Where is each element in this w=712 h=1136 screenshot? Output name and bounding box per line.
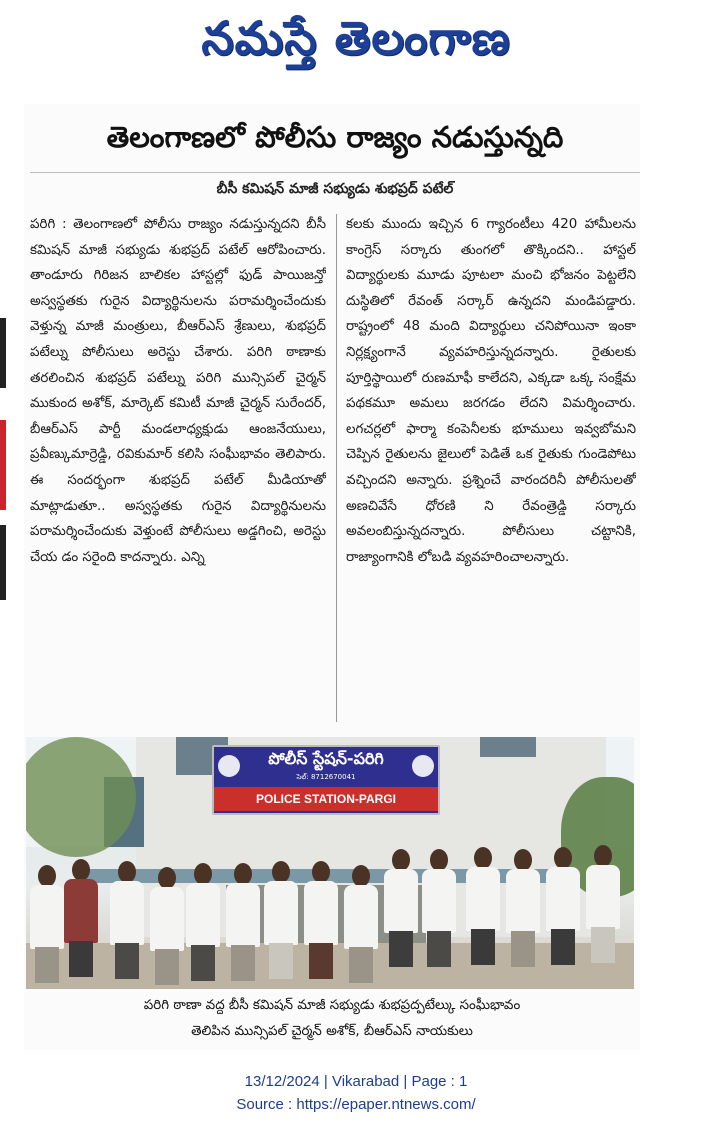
- police-station-sign: [212, 745, 440, 815]
- margin-mark-red: [0, 420, 6, 510]
- police-emblem-icon: [412, 755, 434, 777]
- police-emblem-icon: [218, 755, 240, 777]
- margin-mark: [0, 525, 6, 600]
- article-subheadline: బీసీ కమిషన్ మాజీ సభ్యుడు శుభప్రద్ పటేల్: [216, 180, 454, 197]
- newspaper-logo: నమస్తే తెలంగాణ: [201, 11, 511, 65]
- sign-phone-text: సెల్: 8712670041: [296, 773, 356, 781]
- margin-mark: [0, 318, 6, 388]
- caption-line: పరిగి ఠాణా వద్ద బీసీ కమిషన్ మాజీ సభ్యుడు శుభప్రద్పటేల్కు సంఘీభావం: [143, 998, 521, 1013]
- divider: [30, 172, 640, 173]
- article-column-1: [30, 212, 326, 724]
- article-column-2: [346, 212, 636, 724]
- masthead: [0, 0, 712, 88]
- photo-caption: [30, 993, 634, 1049]
- sign-telugu-text: పోలీస్ స్టేషన్-పరిగి: [268, 749, 384, 768]
- edition-info: 13/12/2024 | Vikarabad | Page : 1: [244, 1073, 468, 1090]
- sign-english-text: POLICE STATION-PARGI: [214, 787, 438, 811]
- article-text: కలకు ముందు ఇచ్చిన 6 గ్యారంటీలు 420 హామీలను కాంగ్రెస్ సర్కారు తుంగలో తొక్కిందని.. హాస్టల్ విద్యార్థులకు మూడు పూటలా మంచి భోజనం పెట్టలేని దుస్థితిలో రేవంత్ సర్కార్ ఉన్నదని మండిపడ్డారు. రాష్ట్రంలో 48 మంది విద్యార్థులు చనిపోయినా ఇంకా నిర్లక్ష్యంగానే వ్యవహరిస్తున్నదన్నారు. రైతులకు పూర్తిస్థాయిలో రుణమాఫీ కాలేదని, ఎక్కడా ఒక్క సంక్షేమ పథకమూ అమలు జరగడం లేదని విమర్శించారు. లగచర్లలో ఫార్మా కంపెనీలకు భూములు ఇవ్వబోమని చెప్పిన రైతులను జైలులో పెడితే ఒక రైతుకు గుండెపోటు వచ్చిందని అన్నారు. ప్రశ్నించే వారందరినీ పోలీసులతో అణచివేసే ధోరణి ని రేవంత్రెడ్డి సర్కారు అవలంబిస్తున్నదన్నారు. పోలీసులు చట్టానికి, రాజ్యాంగానికి లోబడి వ్యవహరించాలన్నారు.: [346, 217, 636, 565]
- caption-line: తెలిపిన మున్సిపల్ చైర్మన్ అశోక్, బీఆర్ఎస్ నాయకులు: [191, 1024, 473, 1039]
- source-link[interactable]: Source : https://epaper.ntnews.com/: [236, 1096, 476, 1113]
- article-text: పరిగి : తెలంగాణలో పోలీసు రాజ్యం నడుస్తున్నదని బీసీ కమిషన్ మాజీ సభ్యుడు శుభప్రద్ పటేల్ ఆరోపించారు. తాండూరు గిరిజన బాలికల హాస్టల్లో ఫుడ్ పాయిజన్తో అస్వస్థతకు గురైన విద్యార్థినులను పరామర్శించేందుకు వెళ్తున్న మాజీ మంత్రులు, బీఆర్ఎస్ శ్రేణులు, శుభప్రద్ పటేల్ను పోలీసులు అరెస్టు చేశారు. పరిగి ఠాణాకు తరలించిన శుభప్రద్ పటేల్ను పరిగి మున్సిపల్ చైర్మన్ ముకుంద అశోక్, మార్కెట్ కమిటీ మాజీ చైర్మన్ సురేందర్, బీఆర్ఎస్ పార్టీ మండలాధ్యక్షుడు ఆంజనేయులు, ప్రవీణ్కుమార్రెడ్డి, రవికుమార్ కలిసి సంఘీభావం తెలిపారు. ఈ సందర్భంగా శుభప్రద్ పటేల్ మీడియాతో మాట్లాడుతూ.. అస్వస్థతకు గురైన విద్యార్థినులను పరామర్శించేందుకు వెళ్తుంటే పోలీసులు అడ్డగించి, అరెస్టు చేయ డం సరైంది కాదన్నారు. ఎన్ని: [30, 217, 326, 565]
- news-photo: [26, 737, 634, 989]
- page-footer: [0, 1070, 712, 1120]
- column-divider: [336, 214, 337, 722]
- article-headline: తెలంగాణలో పోలీసు రాజ్యం నడుస్తున్నది: [106, 120, 564, 154]
